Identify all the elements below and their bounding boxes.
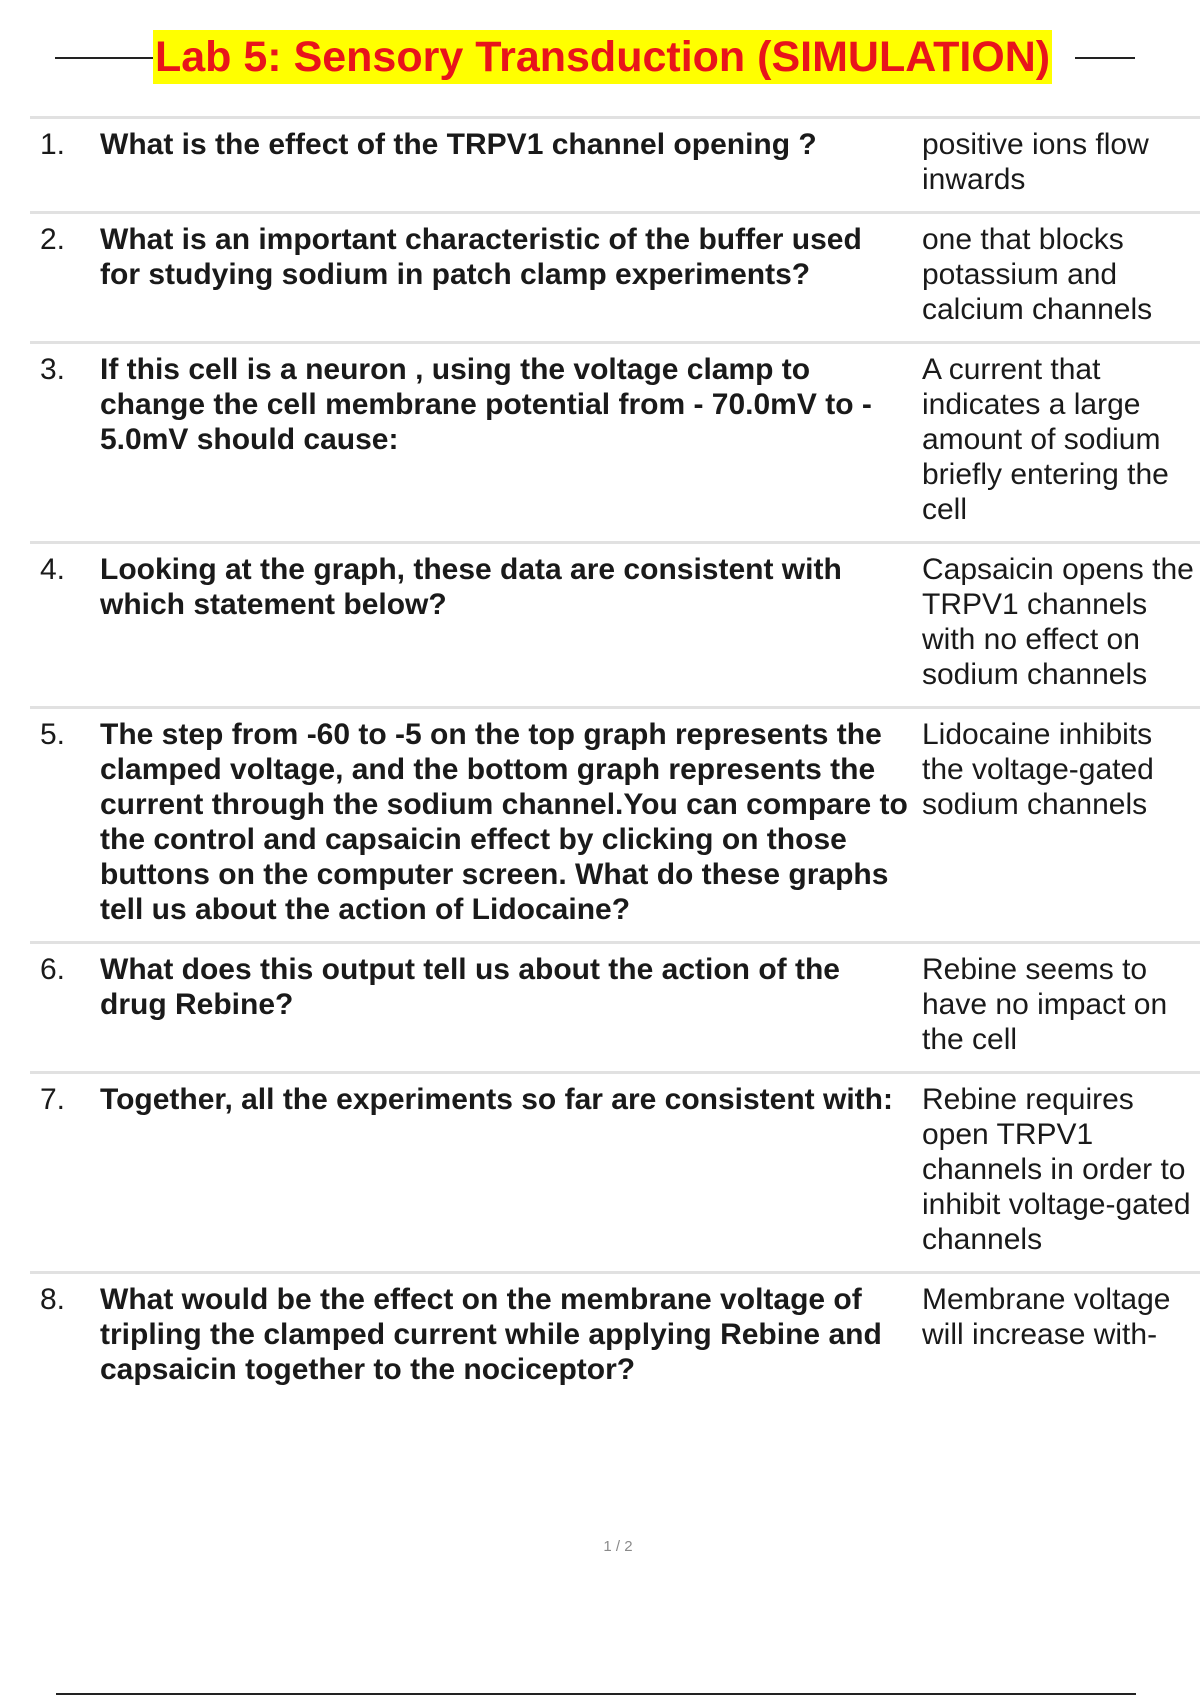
page-title: Lab 5: Sensory Transduction (SIMULATION) bbox=[153, 30, 1052, 84]
answer-text: Rebine seems to have no impact on the cell bbox=[922, 953, 1168, 1056]
question-number: 7. bbox=[40, 1083, 66, 1116]
question-text: The step from -60 to -5 on the top graph represents the clamped voltage, and the bottom graph represents the current through the sodium channel.You can compare to the control and capsaicin effect by clicking on those buttons on the computer screen. What do these graphs tell us about the action of Lidocaine? bbox=[100, 718, 908, 926]
question-number: 3. bbox=[40, 353, 66, 386]
answer-text: Membrane voltage will increase with- bbox=[922, 1283, 1171, 1351]
question-row-8 bbox=[30, 1271, 1200, 1401]
question-number: 2. bbox=[40, 223, 66, 256]
answer-text: positive ions flow inwards bbox=[922, 128, 1149, 196]
bottom-rule bbox=[56, 1693, 1136, 1695]
question-text: Together, all the experiments so far are consistent with: bbox=[100, 1083, 893, 1116]
question-text: What does this output tell us about the action of the drug Rebine? bbox=[100, 953, 840, 1021]
answer-text: Lidocaine inhibits the voltage-gated sodium channels bbox=[922, 718, 1154, 821]
title-rule-right bbox=[1075, 57, 1135, 59]
question-row-1 bbox=[30, 116, 1200, 211]
question-row-4 bbox=[30, 541, 1200, 706]
answer-text: A current that indicates a large amount of sodium briefly entering the cell bbox=[922, 353, 1169, 526]
answer-text: one that blocks potassium and calcium channels bbox=[922, 223, 1153, 326]
question-row-5 bbox=[30, 706, 1200, 941]
title-rule-left bbox=[55, 57, 165, 59]
question-number: 1. bbox=[40, 128, 66, 161]
question-list bbox=[30, 116, 1200, 1401]
question-text: What would be the effect on the membrane voltage of tripling the clamped current while applying Rebine and capsaicin together to the nociceptor? bbox=[100, 1283, 882, 1386]
question-text: If this cell is a neuron , using the voltage clamp to change the cell membrane potential from - 70.0mV to - 5.0mV should cause: bbox=[100, 353, 872, 456]
title-row bbox=[55, 30, 1135, 86]
question-text: Looking at the graph, these data are consistent with which statement below? bbox=[100, 553, 842, 621]
page-indicator: 1 / 2 bbox=[603, 1538, 633, 1555]
question-number: 5. bbox=[40, 718, 66, 751]
question-text: What is an important characteristic of the buffer used for studying sodium in patch clamp experiments? bbox=[100, 223, 862, 291]
question-row-7 bbox=[30, 1071, 1200, 1271]
answer-text: Capsaicin opens the TRPV1 channels with no effect on sodium channels bbox=[922, 553, 1194, 691]
question-row-2 bbox=[30, 211, 1200, 341]
answer-text: Rebine requires open TRPV1 channels in order to inhibit voltage-gated channels bbox=[922, 1083, 1191, 1256]
question-row-6 bbox=[30, 941, 1200, 1071]
question-number: 4. bbox=[40, 553, 66, 586]
question-number: 8. bbox=[40, 1283, 66, 1316]
question-number: 6. bbox=[40, 953, 66, 986]
question-text: What is the effect of the TRPV1 channel opening ? bbox=[100, 128, 817, 161]
question-row-3 bbox=[30, 341, 1200, 541]
